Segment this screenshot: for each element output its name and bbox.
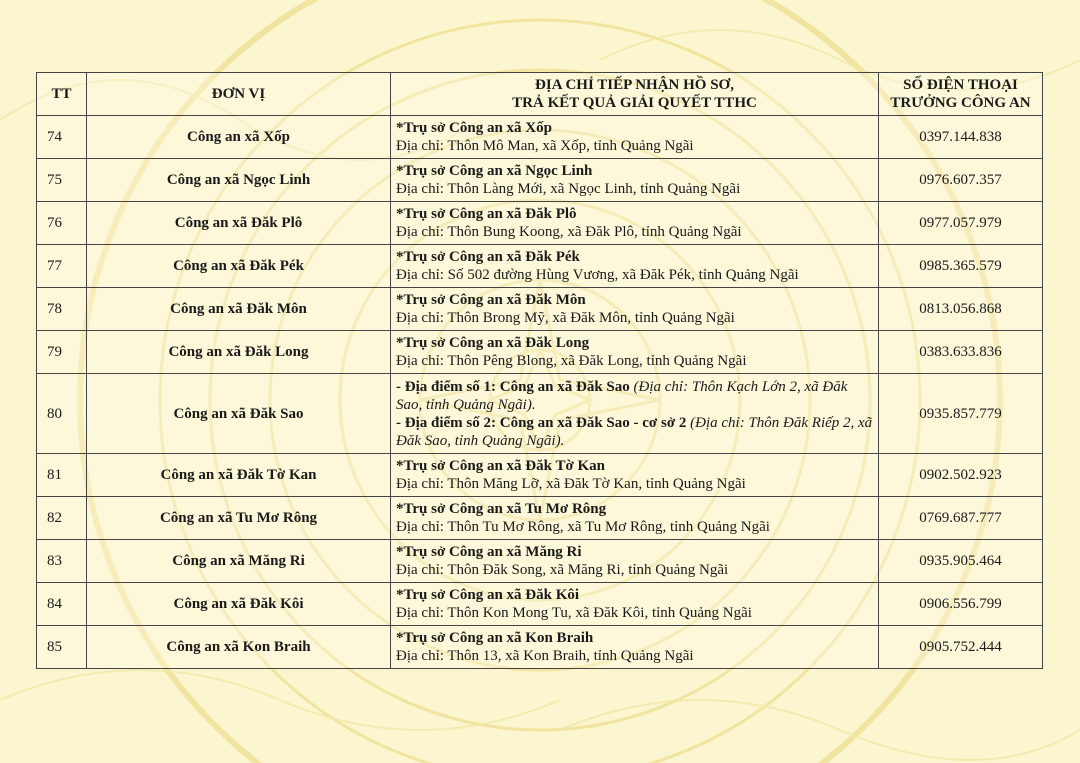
table-row	[37, 626, 1043, 669]
row-unit: Công an xã Xốp	[87, 116, 391, 159]
header-address-line2: TRẢ KẾT QUẢ GIẢI QUYẾT TTHC	[512, 95, 757, 111]
row80-location2	[396, 415, 872, 449]
row-address-detail: Địa chỉ: Thôn Làng Mới, xã Ngọc Linh, tỉnh Quảng Ngãi	[396, 181, 741, 197]
row80-location2-address: (Địa chỉ: Thôn Đăk Riếp 2, xã Đăk Sao, tỉnh Quảng Ngãi).	[396, 414, 873, 449]
row80-location2-name: - Địa điểm số 2: Công an xã Đăk Sao - cơ sở 2	[396, 414, 687, 431]
row-address-cell	[391, 202, 879, 245]
row80-location1-address: (Địa chỉ: Thôn Kạch Lớn 2, xã Đăk Sao, tỉnh Quảng Ngãi).	[396, 378, 848, 413]
row-phone: 0905.752.444	[879, 626, 1043, 669]
table-row	[37, 583, 1043, 626]
row-address-detail: Địa chỉ: Thôn Đăk Song, xã Măng Ri, tỉnh Quảng Ngãi	[396, 562, 729, 578]
table-row	[37, 116, 1043, 159]
row-address-title: *Trụ sở Công an xã Đăk Long	[396, 335, 590, 351]
row-address-title: *Trụ sở Công an xã Đăk Kôi	[396, 587, 580, 603]
row-tt: 77	[37, 245, 87, 288]
row-address-title: *Trụ sở Công an xã Măng Ri	[396, 544, 582, 560]
row-address-detail: Địa chỉ: Thôn 13, xã Kon Braih, tỉnh Quảng Ngãi	[396, 648, 694, 664]
row-unit: Công an xã Tu Mơ Rông	[87, 497, 391, 540]
row-phone: 0769.687.777	[879, 497, 1043, 540]
row-tt: 85	[37, 626, 87, 669]
row-tt: 83	[37, 540, 87, 583]
row-phone: 0976.607.357	[879, 159, 1043, 202]
row-phone: 0985.365.579	[879, 245, 1043, 288]
row-phone: 0935.857.779	[879, 374, 1043, 454]
row-tt: 81	[37, 454, 87, 497]
row-address-title: *Trụ sở Công an xã Kon Braih	[396, 630, 594, 646]
table-row	[37, 497, 1043, 540]
header-address	[391, 73, 879, 116]
row-address-detail: Địa chỉ: Thôn Mô Man, xã Xốp, tỉnh Quảng Ngãi	[396, 138, 694, 154]
table-row	[37, 454, 1043, 497]
row-phone: 0906.556.799	[879, 583, 1043, 626]
table-row	[37, 202, 1043, 245]
row-tt: 76	[37, 202, 87, 245]
row-tt: 82	[37, 497, 87, 540]
row-phone: 0397.144.838	[879, 116, 1043, 159]
row-address-title: *Trụ sở Công an xã Đăk Môn	[396, 292, 586, 308]
row-phone: 0935.905.464	[879, 540, 1043, 583]
row-unit: Công an xã Măng Ri	[87, 540, 391, 583]
row-tt: 79	[37, 331, 87, 374]
row-phone: 0902.502.923	[879, 454, 1043, 497]
row-address-cell	[391, 116, 879, 159]
row-address-cell	[391, 540, 879, 583]
row-address-cell	[391, 454, 879, 497]
row-address-cell	[391, 626, 879, 669]
row-address-detail: Địa chỉ: Thôn Brong Mỹ, xã Đăk Môn, tỉnh Quảng Ngãi	[396, 310, 735, 326]
table-row	[37, 159, 1043, 202]
row-address-cell	[391, 583, 879, 626]
row-address-detail: Địa chỉ: Thôn Bung Koong, xã Đăk Plô, tỉnh Quảng Ngãi	[396, 224, 742, 240]
row-address-title: *Trụ sở Công an xã Đăk Pék	[396, 249, 580, 265]
row-unit: Công an xã Đăk Môn	[87, 288, 391, 331]
row-address-title: *Trụ sở Công an xã Đăk Plô	[396, 206, 577, 222]
table-row	[37, 245, 1043, 288]
header-tt: TT	[37, 73, 87, 116]
row-unit: Công an xã Đăk Plô	[87, 202, 391, 245]
row-unit: Công an xã Kon Braih	[87, 626, 391, 669]
row-phone: 0813.056.868	[879, 288, 1043, 331]
row-tt: 74	[37, 116, 87, 159]
row-address-detail: Địa chỉ: Thôn Pêng Blong, xã Đăk Long, tỉnh Quảng Ngãi	[396, 353, 747, 369]
row-unit: Công an xã Đăk Sao	[87, 374, 391, 454]
row-address-cell	[391, 497, 879, 540]
row-address-title: *Trụ sở Công an xã Đăk Tờ Kan	[396, 458, 606, 474]
header-address-line1: ĐỊA CHỈ TIẾP NHẬN HỒ SƠ,	[535, 77, 734, 93]
header-phone-line1: SỐ ĐIỆN THOẠI	[903, 77, 1018, 93]
header-phone	[879, 73, 1043, 116]
row-tt: 80	[37, 374, 87, 454]
row-unit: Công an xã Đăk Kôi	[87, 583, 391, 626]
row-unit: Công an xã Đăk Long	[87, 331, 391, 374]
row-phone: 0383.633.836	[879, 331, 1043, 374]
table-row	[37, 374, 1043, 454]
row-address-cell	[391, 331, 879, 374]
table-row	[37, 540, 1043, 583]
row-address-detail: Địa chỉ: Thôn Tu Mơ Rông, xã Tu Mơ Rông, tỉnh Quảng Ngãi	[396, 519, 770, 535]
row-address-detail: Địa chỉ: Thôn Măng Lỡ, xã Đăk Tờ Kan, tỉnh Quảng Ngãi	[396, 476, 746, 492]
row-address-cell	[391, 245, 879, 288]
row-address-title: *Trụ sở Công an xã Ngọc Linh	[396, 163, 593, 179]
row-unit: Công an xã Ngọc Linh	[87, 159, 391, 202]
police-office-table-sheet	[36, 72, 1042, 669]
row-address-cell	[391, 374, 879, 454]
row-address-detail: Địa chỉ: Số 502 đường Hùng Vương, xã Đăk Pék, tỉnh Quảng Ngãi	[396, 267, 799, 283]
row-unit: Công an xã Đăk Tờ Kan	[87, 454, 391, 497]
police-office-table	[36, 72, 1043, 669]
row-address-title: *Trụ sở Công an xã Tu Mơ Rông	[396, 501, 607, 517]
header-unit: ĐƠN VỊ	[87, 73, 391, 116]
row80-location1-name: - Địa điểm số 1: Công an xã Đăk Sao	[396, 378, 630, 395]
row-unit: Công an xã Đăk Pék	[87, 245, 391, 288]
row-address-title: *Trụ sở Công an xã Xốp	[396, 120, 552, 136]
row-tt: 78	[37, 288, 87, 331]
row-tt: 75	[37, 159, 87, 202]
row80-location1	[396, 379, 847, 413]
row-tt: 84	[37, 583, 87, 626]
row-phone: 0977.057.979	[879, 202, 1043, 245]
row-address-detail: Địa chỉ: Thôn Kon Mong Tu, xã Đăk Kôi, tỉnh Quảng Ngãi	[396, 605, 752, 621]
row-address-cell	[391, 159, 879, 202]
table-row	[37, 288, 1043, 331]
header-phone-line2: TRƯỞNG CÔNG AN	[890, 95, 1031, 111]
table-row	[37, 331, 1043, 374]
row-address-cell	[391, 288, 879, 331]
table-header-row	[37, 73, 1043, 116]
